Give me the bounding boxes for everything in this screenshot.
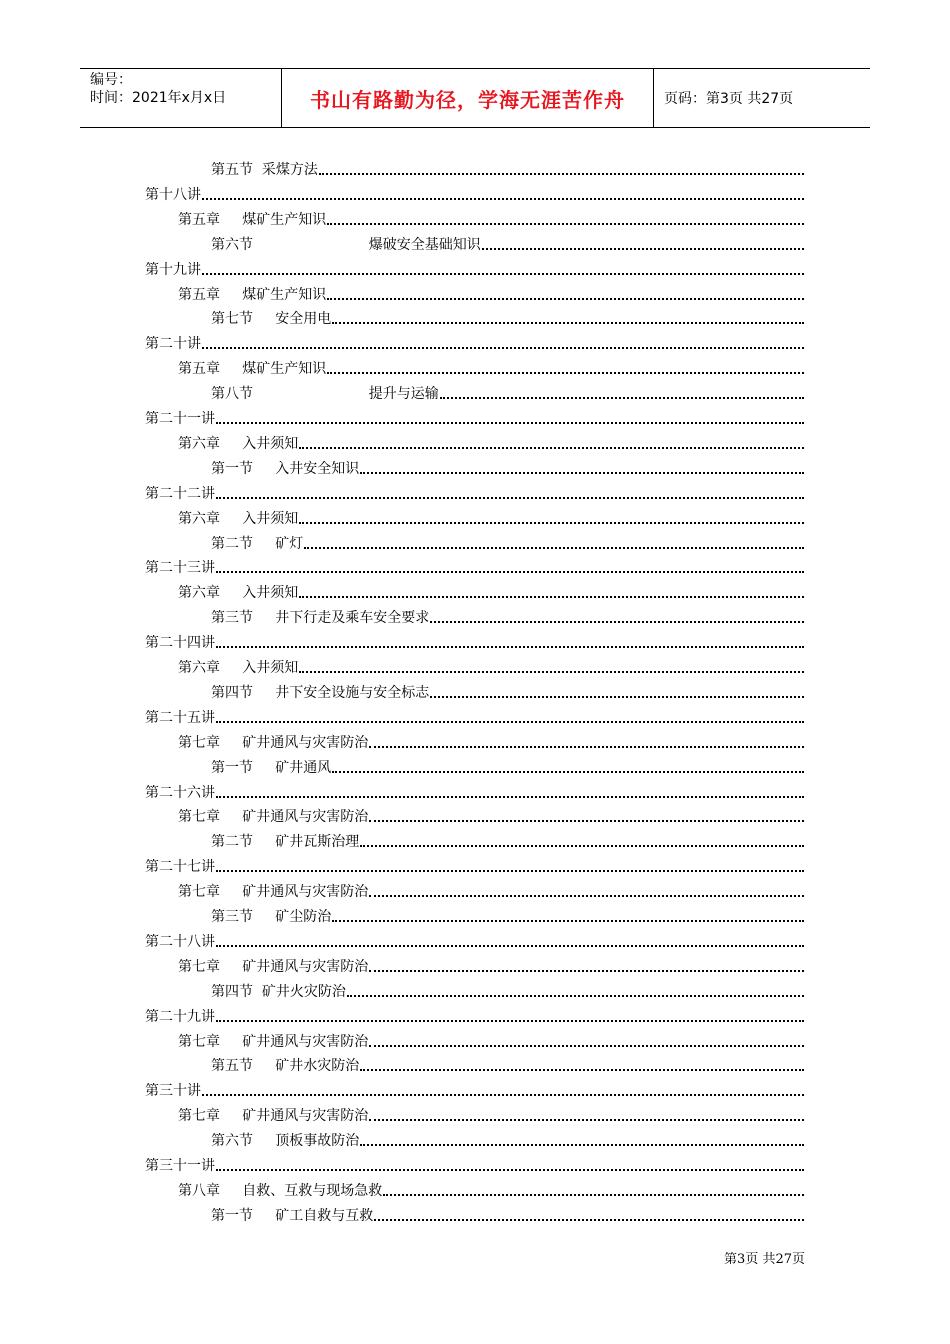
toc-lecture-row: [145, 404, 804, 428]
toc-dot-leader: [369, 895, 804, 897]
toc-entry-number: 第三节: [211, 610, 253, 627]
toc-section-row: [211, 902, 804, 926]
time-label: 时间：2021年x月x日: [90, 90, 227, 106]
toc-chapter-row: [178, 802, 804, 826]
toc-entry-title: 入井须知: [242, 585, 299, 602]
toc-entry-number: 第七节: [211, 311, 253, 328]
header-page-cell: [654, 69, 870, 127]
toc-chapter-row: [178, 205, 804, 229]
code-label: 编号：: [90, 72, 132, 88]
toc-chapter-row: [178, 877, 804, 901]
toc-section-row: [211, 379, 804, 403]
toc-section-row: [211, 454, 804, 478]
toc-entry-number: 第八章: [178, 1182, 220, 1199]
toc-entry-title: 矿尘防治: [275, 909, 332, 925]
toc-entry-title: 矿井瓦斯治理: [275, 834, 360, 851]
toc-entry-number: 第一节: [211, 759, 253, 776]
toc-entry-title: 矿灯: [275, 535, 304, 552]
toc-dot-leader: [216, 1169, 804, 1171]
toc-lecture-row: [145, 628, 804, 652]
toc-dot-leader: [327, 298, 804, 300]
toc-entry-title: 提升与运输: [368, 386, 439, 403]
toc-dot-leader: [299, 522, 804, 524]
toc-section-row: [211, 1126, 804, 1150]
toc-lecture-row: [145, 255, 804, 279]
toc-dot-leader: [482, 248, 804, 250]
toc-dot-leader: [332, 322, 804, 324]
toc-entry-number: 第四节: [211, 983, 253, 1000]
toc-section-row: [211, 1051, 804, 1075]
toc-section-row: [211, 977, 804, 1001]
toc-entry-number: 第七章: [178, 734, 220, 751]
toc-entry-title: 矿井通风与灾害防治: [242, 1033, 369, 1050]
toc-entry-number: 第二十九讲: [145, 1008, 215, 1025]
toc-dot-leader: [369, 746, 804, 748]
toc-entry-number: 第七章: [178, 958, 220, 975]
toc-dot-leader: [332, 771, 804, 773]
toc-dot-leader: [360, 1069, 804, 1071]
toc-entry-title: 矿井通风与灾害防治: [242, 958, 369, 975]
toc-entry-gap: [253, 833, 275, 851]
toc-entry-title: 入井安全知识: [275, 460, 360, 477]
toc-entry-number: 第五节: [211, 1058, 253, 1075]
toc-lecture-row: [145, 852, 804, 876]
toc-dot-leader: [202, 198, 804, 200]
toc-lecture-row: [145, 1076, 804, 1100]
toc-entry-title: 井下行走及乘车安全要求: [275, 610, 430, 627]
toc-entry-gap: [253, 609, 275, 627]
toc-entry-number: 第六节: [211, 1133, 253, 1150]
toc-entry-gap: [253, 759, 275, 777]
toc-entry-gap: [220, 958, 242, 976]
toc-entry-number: 第七章: [178, 884, 220, 901]
toc-chapter-row: [178, 578, 804, 602]
toc-dot-leader: [299, 596, 804, 598]
toc-entry-number: 第二十六讲: [145, 784, 215, 801]
toc-entry-title: 矿井通风: [275, 759, 332, 776]
toc-dot-leader: [319, 173, 804, 175]
toc-entry-title: 矿井通风与灾害防治: [242, 734, 369, 751]
toc-lecture-row: [145, 703, 804, 727]
toc-entry-number: 第六章: [178, 510, 220, 527]
toc-chapter-row: [178, 354, 804, 378]
toc-entry-gap: [253, 535, 275, 553]
toc-dot-leader: [430, 696, 804, 698]
toc-dot-leader: [369, 1119, 804, 1121]
toc-chapter-row: [178, 1101, 804, 1125]
toc-entry-gap: [220, 1182, 242, 1200]
toc-lecture-row: [145, 479, 804, 503]
toc-entry-gap: [253, 908, 275, 926]
toc-entry-gap: [253, 1057, 275, 1075]
toc-entry-title: 矿井通风与灾害防治: [242, 1108, 369, 1125]
toc-entry-number: 第三十讲: [145, 1083, 201, 1100]
toc-chapter-row: [178, 429, 804, 453]
toc-lecture-row: [145, 553, 804, 577]
toc-entry-number: 第十九讲: [145, 261, 201, 278]
toc-chapter-row: [178, 728, 804, 752]
toc-lecture-row: [145, 180, 804, 204]
toc-entry-gap: [253, 310, 275, 328]
toc-entry-number: 第七章: [178, 1108, 220, 1125]
toc-chapter-row: [178, 1176, 804, 1200]
toc-chapter-row: [178, 952, 804, 976]
toc-entry-number: 第一节: [211, 1207, 253, 1224]
toc-entry-number: 第三十一讲: [145, 1158, 215, 1174]
toc-dot-leader: [216, 497, 804, 499]
toc-entry-title: 安全用电: [275, 311, 332, 328]
toc-entry-number: 第一节: [211, 460, 253, 477]
toc-dot-leader: [202, 273, 804, 275]
toc-entry-title: 井下安全设施与安全标志: [275, 684, 430, 701]
toc-dot-leader: [383, 1194, 804, 1196]
toc-section-row: [211, 230, 804, 254]
toc-section-row: [211, 1201, 804, 1225]
page-header: [80, 68, 870, 128]
toc-entry-gap: [220, 1033, 242, 1051]
toc-dot-leader: [374, 1219, 804, 1221]
toc-lecture-row: [145, 329, 804, 353]
toc-dot-leader: [216, 571, 804, 573]
toc-entry-number: 第六节: [211, 236, 253, 253]
toc-dot-leader: [332, 920, 804, 922]
toc-section-row: [211, 753, 804, 777]
toc-entry-number: 第二十讲: [145, 336, 201, 353]
toc-dot-leader: [360, 1144, 804, 1146]
toc-entry-number: 第二十八讲: [145, 933, 215, 950]
toc-dot-leader: [202, 347, 804, 349]
toc-section-row: [211, 304, 804, 328]
toc-entry-number: 第六章: [178, 660, 220, 676]
toc-entry-gap: [220, 734, 242, 752]
toc-entry-gap: [220, 659, 242, 677]
toc-dot-leader: [304, 547, 804, 549]
toc-dot-leader: [360, 845, 804, 847]
toc-entry-title: 入井须知: [242, 435, 299, 452]
toc-entry-number: 第二节: [211, 535, 253, 552]
toc-entry-number: 第十八讲: [145, 186, 201, 203]
toc-entry-gap: [253, 460, 275, 478]
toc-entry-gap: [220, 286, 242, 304]
toc-entry-number: 第六章: [178, 585, 220, 602]
toc-entry-number: 第六章: [178, 435, 220, 452]
toc-entry-number: 第二十三讲: [145, 560, 215, 577]
toc-entry-gap: [220, 1107, 242, 1125]
toc-dot-leader: [216, 1020, 804, 1022]
toc-entry-number: 第八节: [211, 386, 253, 403]
toc-lecture-row: [145, 778, 804, 802]
toc-section-row: [211, 678, 804, 702]
header-motto-cell: [282, 69, 654, 127]
toc-entry-title: 矿工自救与互救: [275, 1207, 374, 1224]
toc-entry-title: 矿井通风与灾害防治: [242, 884, 369, 901]
toc-entry-gap: [253, 684, 275, 702]
toc-dot-leader: [360, 472, 804, 474]
toc-entry-number: 第五章: [178, 211, 220, 228]
toc-section-row: [211, 529, 804, 553]
toc-entry-gap: [220, 211, 242, 229]
header-info-cell: [80, 69, 282, 127]
toc-entry-gap: [253, 236, 369, 254]
toc-dot-leader: [369, 970, 804, 972]
toc-dot-leader: [327, 223, 804, 225]
toc-entry-title: 矿井水灾防治: [275, 1058, 360, 1075]
toc-entry-gap: [220, 360, 242, 378]
toc-entry-gap: [253, 983, 262, 1001]
toc-entry-title: 入井须知: [242, 660, 299, 676]
toc-section-row: [211, 603, 804, 627]
toc-dot-leader: [216, 796, 804, 798]
toc-chapter-row: [178, 280, 804, 304]
toc-entry-title: 煤矿生产知识: [242, 286, 327, 303]
toc-entry-gap: [253, 385, 369, 403]
footer-page-number: 第3页 共27页: [724, 1252, 805, 1267]
toc-entry-title: 采煤方法: [261, 162, 318, 178]
toc-entry-number: 第五章: [178, 286, 220, 303]
toc-chapter-row: [178, 1027, 804, 1051]
toc-entry-number: 第七章: [178, 809, 220, 826]
toc-entry-number: 第二节: [211, 834, 253, 851]
toc-dot-leader: [216, 646, 804, 648]
toc-entry-number: 第五节: [211, 162, 253, 178]
toc-dot-leader: [299, 447, 804, 449]
toc-dot-leader: [440, 397, 804, 399]
toc-entry-gap: [220, 510, 242, 528]
toc-chapter-row: [178, 504, 804, 528]
toc-section-row: [211, 155, 804, 179]
toc-dot-leader: [299, 671, 804, 673]
toc-entry-number: 第二十二讲: [145, 485, 215, 502]
toc-entry-gap: [220, 883, 242, 901]
toc-entry-number: 第三节: [211, 909, 253, 925]
toc-lecture-row: [145, 1002, 804, 1026]
toc-entry-number: 第二十一讲: [145, 411, 215, 427]
toc-entry-title: 入井须知: [242, 510, 299, 527]
toc-dot-leader: [327, 372, 804, 374]
toc-entry-number: 第五章: [178, 361, 220, 378]
toc-entry-title: 煤矿生产知识: [242, 361, 327, 378]
toc-entry-gap: [220, 584, 242, 602]
toc-entry-title: 矿井火灾防治: [261, 983, 346, 1000]
toc-dot-leader: [216, 870, 804, 872]
toc-entry-title: 顶板事故防治: [275, 1133, 360, 1150]
toc-entry-title: 爆破安全基础知识: [368, 236, 481, 253]
toc-chapter-row: [178, 653, 804, 677]
toc-entry-gap: [253, 1132, 275, 1150]
toc-dot-leader: [216, 721, 804, 723]
header-page-number: 页码：第3页 共27页: [664, 91, 794, 107]
toc-entry-number: 第二十四讲: [145, 635, 215, 652]
toc-entry-number: 第二十五讲: [145, 709, 215, 726]
toc-entry-title: 自救、互救与现场急救: [242, 1182, 383, 1199]
toc-section-row: [211, 827, 804, 851]
toc-entry-gap: [253, 161, 262, 179]
toc-entry-gap: [220, 435, 242, 453]
toc-dot-leader: [369, 1045, 804, 1047]
toc-lecture-row: [145, 927, 804, 951]
toc-dot-leader: [369, 820, 804, 822]
toc-lecture-row: [145, 1151, 804, 1175]
toc-entry-title: 煤矿生产知识: [242, 211, 327, 228]
toc-entry-number: 第四节: [211, 684, 253, 701]
toc-entry-title: 矿井通风与灾害防治: [242, 809, 369, 826]
toc-dot-leader: [430, 621, 804, 623]
toc-dot-leader: [347, 995, 804, 997]
toc-entry-gap: [220, 808, 242, 826]
toc-entry-number: 第二十七讲: [145, 859, 215, 876]
toc-dot-leader: [202, 1094, 804, 1096]
toc-dot-leader: [216, 945, 804, 947]
toc-entry-gap: [253, 1207, 275, 1225]
toc-dot-leader: [216, 422, 804, 424]
motto-text: 书山有路勤为径，学海无涯苦作舟: [310, 87, 625, 112]
toc-entry-number: 第七章: [178, 1033, 220, 1050]
